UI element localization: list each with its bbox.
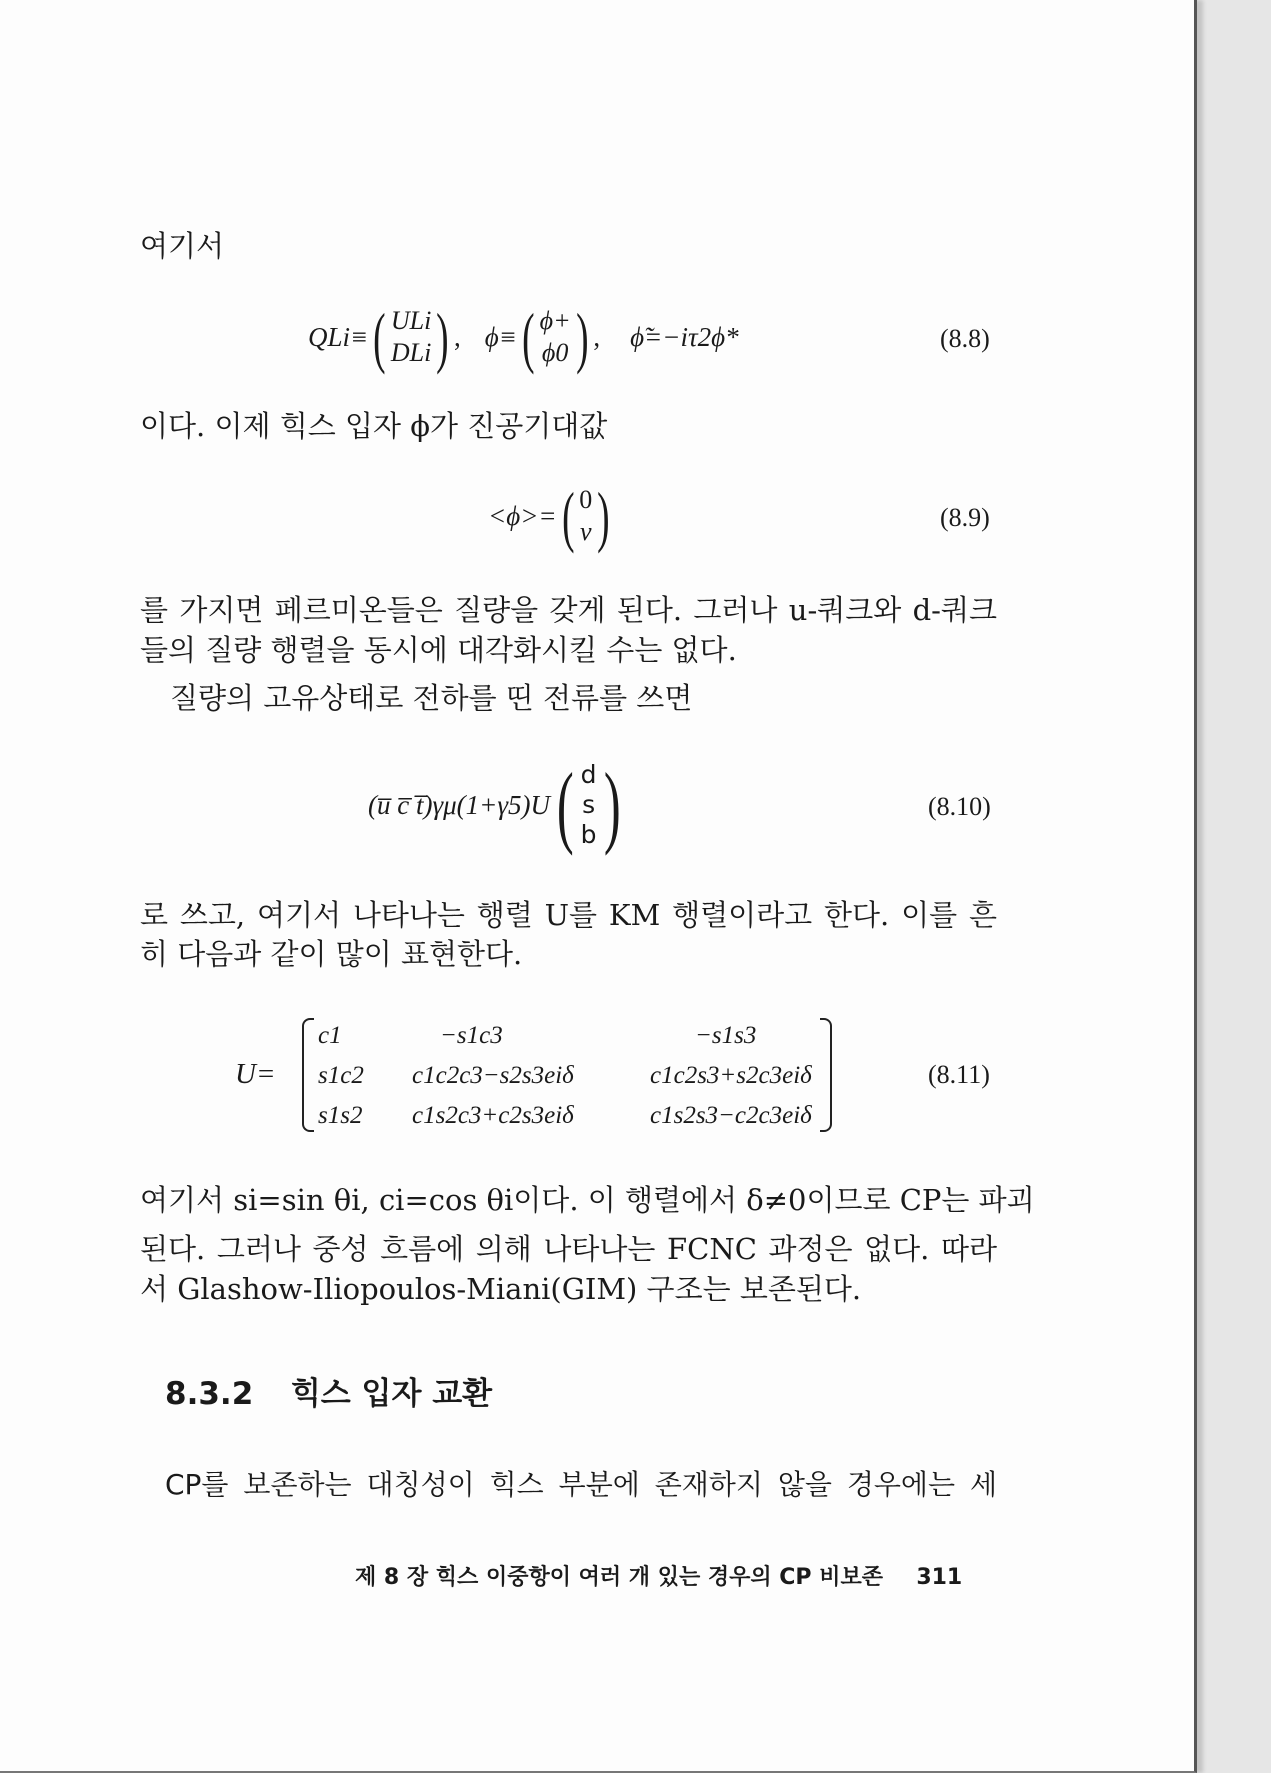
section-heading [165, 1368, 492, 1413]
equation-number: (8.9) [940, 503, 990, 532]
eq88-vector-2 [540, 305, 571, 370]
eq88-lhs: QLi≡ [308, 321, 369, 352]
text-line: 로 쓰고, 여기서 나타나는 행렬 U를 KM 행렬이라고 한다. 이를 흔 [140, 898, 997, 932]
section-title: 힉스 입자 교환 [290, 1376, 493, 1412]
matrix-cell: s1c2 [318, 1062, 364, 1089]
eq810-b: b [580, 820, 597, 849]
eq811-lhs: U= [235, 1058, 276, 1090]
eq89-top: 0 [579, 484, 593, 514]
equation-8-10: (u̅ c̅ t̅)γμ(1+γ5)U ( d s b ) [368, 754, 621, 856]
eq89-lhs: <ϕ>= [488, 500, 557, 531]
eq88-ULi: ULi [390, 305, 432, 335]
equation-8-8: QLi≡ ( ULi DLi ) , ϕ≡ ( ϕ+ ϕ0 ) , ϕ̃=−iτ2ϕ* [308, 299, 739, 375]
equation-number: (8.10) [928, 792, 991, 821]
text-line: 이다. 이제 힉스 입자 ϕ가 진공기대값 [140, 409, 608, 443]
matrix-cell: s1s2 [318, 1102, 363, 1129]
eq89-vector [579, 484, 592, 549]
eq88-phi-tilde: ϕ̃=−iτ2ϕ* [630, 321, 739, 352]
text-line: 서 Glashow-Iliopoulos-Miani(GIM) 구조는 보존된다. [140, 1272, 862, 1306]
matrix-cell: −s1c3 [440, 1022, 503, 1049]
text-line: 여기서 [140, 229, 225, 263]
eq810-row: (u̅ c̅ t̅)γμ(1+γ5)U [368, 789, 550, 820]
eq88-DLi: DLi [390, 338, 432, 367]
eq810-s: s [582, 790, 596, 819]
matrix-cell: c1c2c3−s2s3eiδ [412, 1062, 574, 1089]
eq88-vector-1 [391, 305, 431, 370]
page-footer [355, 1560, 962, 1591]
text-line: 히 다음과 같이 많이 표현한다. [140, 937, 523, 971]
page-number: 311 [916, 1565, 963, 1590]
eq810-vector [581, 760, 597, 850]
eq88-phi-plus: ϕ+ [539, 305, 571, 335]
text-line: 를 가지면 페르미온들은 질량을 갖게 된다. 그러나 u-쿼크와 d-쿼크 [140, 593, 997, 627]
equation-number: (8.8) [940, 324, 990, 353]
text-line: 들의 질량 행렬을 동시에 대각화시킬 수는 없다. [140, 633, 737, 667]
text-line: 질량의 고유상태로 전하를 띤 전류를 쓰면 [170, 681, 693, 715]
equation-8-9: <ϕ>= ( 0 v ) [488, 478, 610, 554]
matrix-left-bracket [302, 1018, 314, 1132]
matrix-cell: c1s2s3−c2c3eiδ [650, 1102, 812, 1129]
eq810-d: d [580, 760, 597, 789]
matrix-right-bracket [820, 1018, 832, 1132]
equation-number: (8.11) [928, 1060, 990, 1089]
section-number: 8.3.2 [165, 1376, 254, 1412]
matrix-cell: c1s2c3+c2s3eiδ [412, 1102, 574, 1129]
text-line: 된다. 그러나 중성 흐름에 의해 나타나는 FCNC 과정은 없다. 따라 [140, 1232, 997, 1266]
matrix-cell: c1c2s3+s2c3eiδ [650, 1062, 812, 1089]
text-line: 여기서 si=sin θi, ci=cos θi이다. 이 행렬에서 δ≠0이므로 CP는 파괴 [140, 1183, 1035, 1217]
eq89-bottom: v [580, 517, 592, 546]
footer-chapter: 제 8 장 힉스 이중항이 여러 개 있는 경우의 CP 비보존 [355, 1565, 883, 1590]
eq88-phi-def: ϕ≡ [484, 321, 517, 352]
matrix-cell: c1 [318, 1022, 342, 1049]
matrix-cell: −s1s3 [695, 1022, 757, 1049]
text-line: CP를 보존하는 대칭성이 힉스 부분에 존재하지 않을 경우에는 세 [165, 1468, 997, 1501]
eq88-phi-zero: ϕ0 [541, 338, 569, 367]
